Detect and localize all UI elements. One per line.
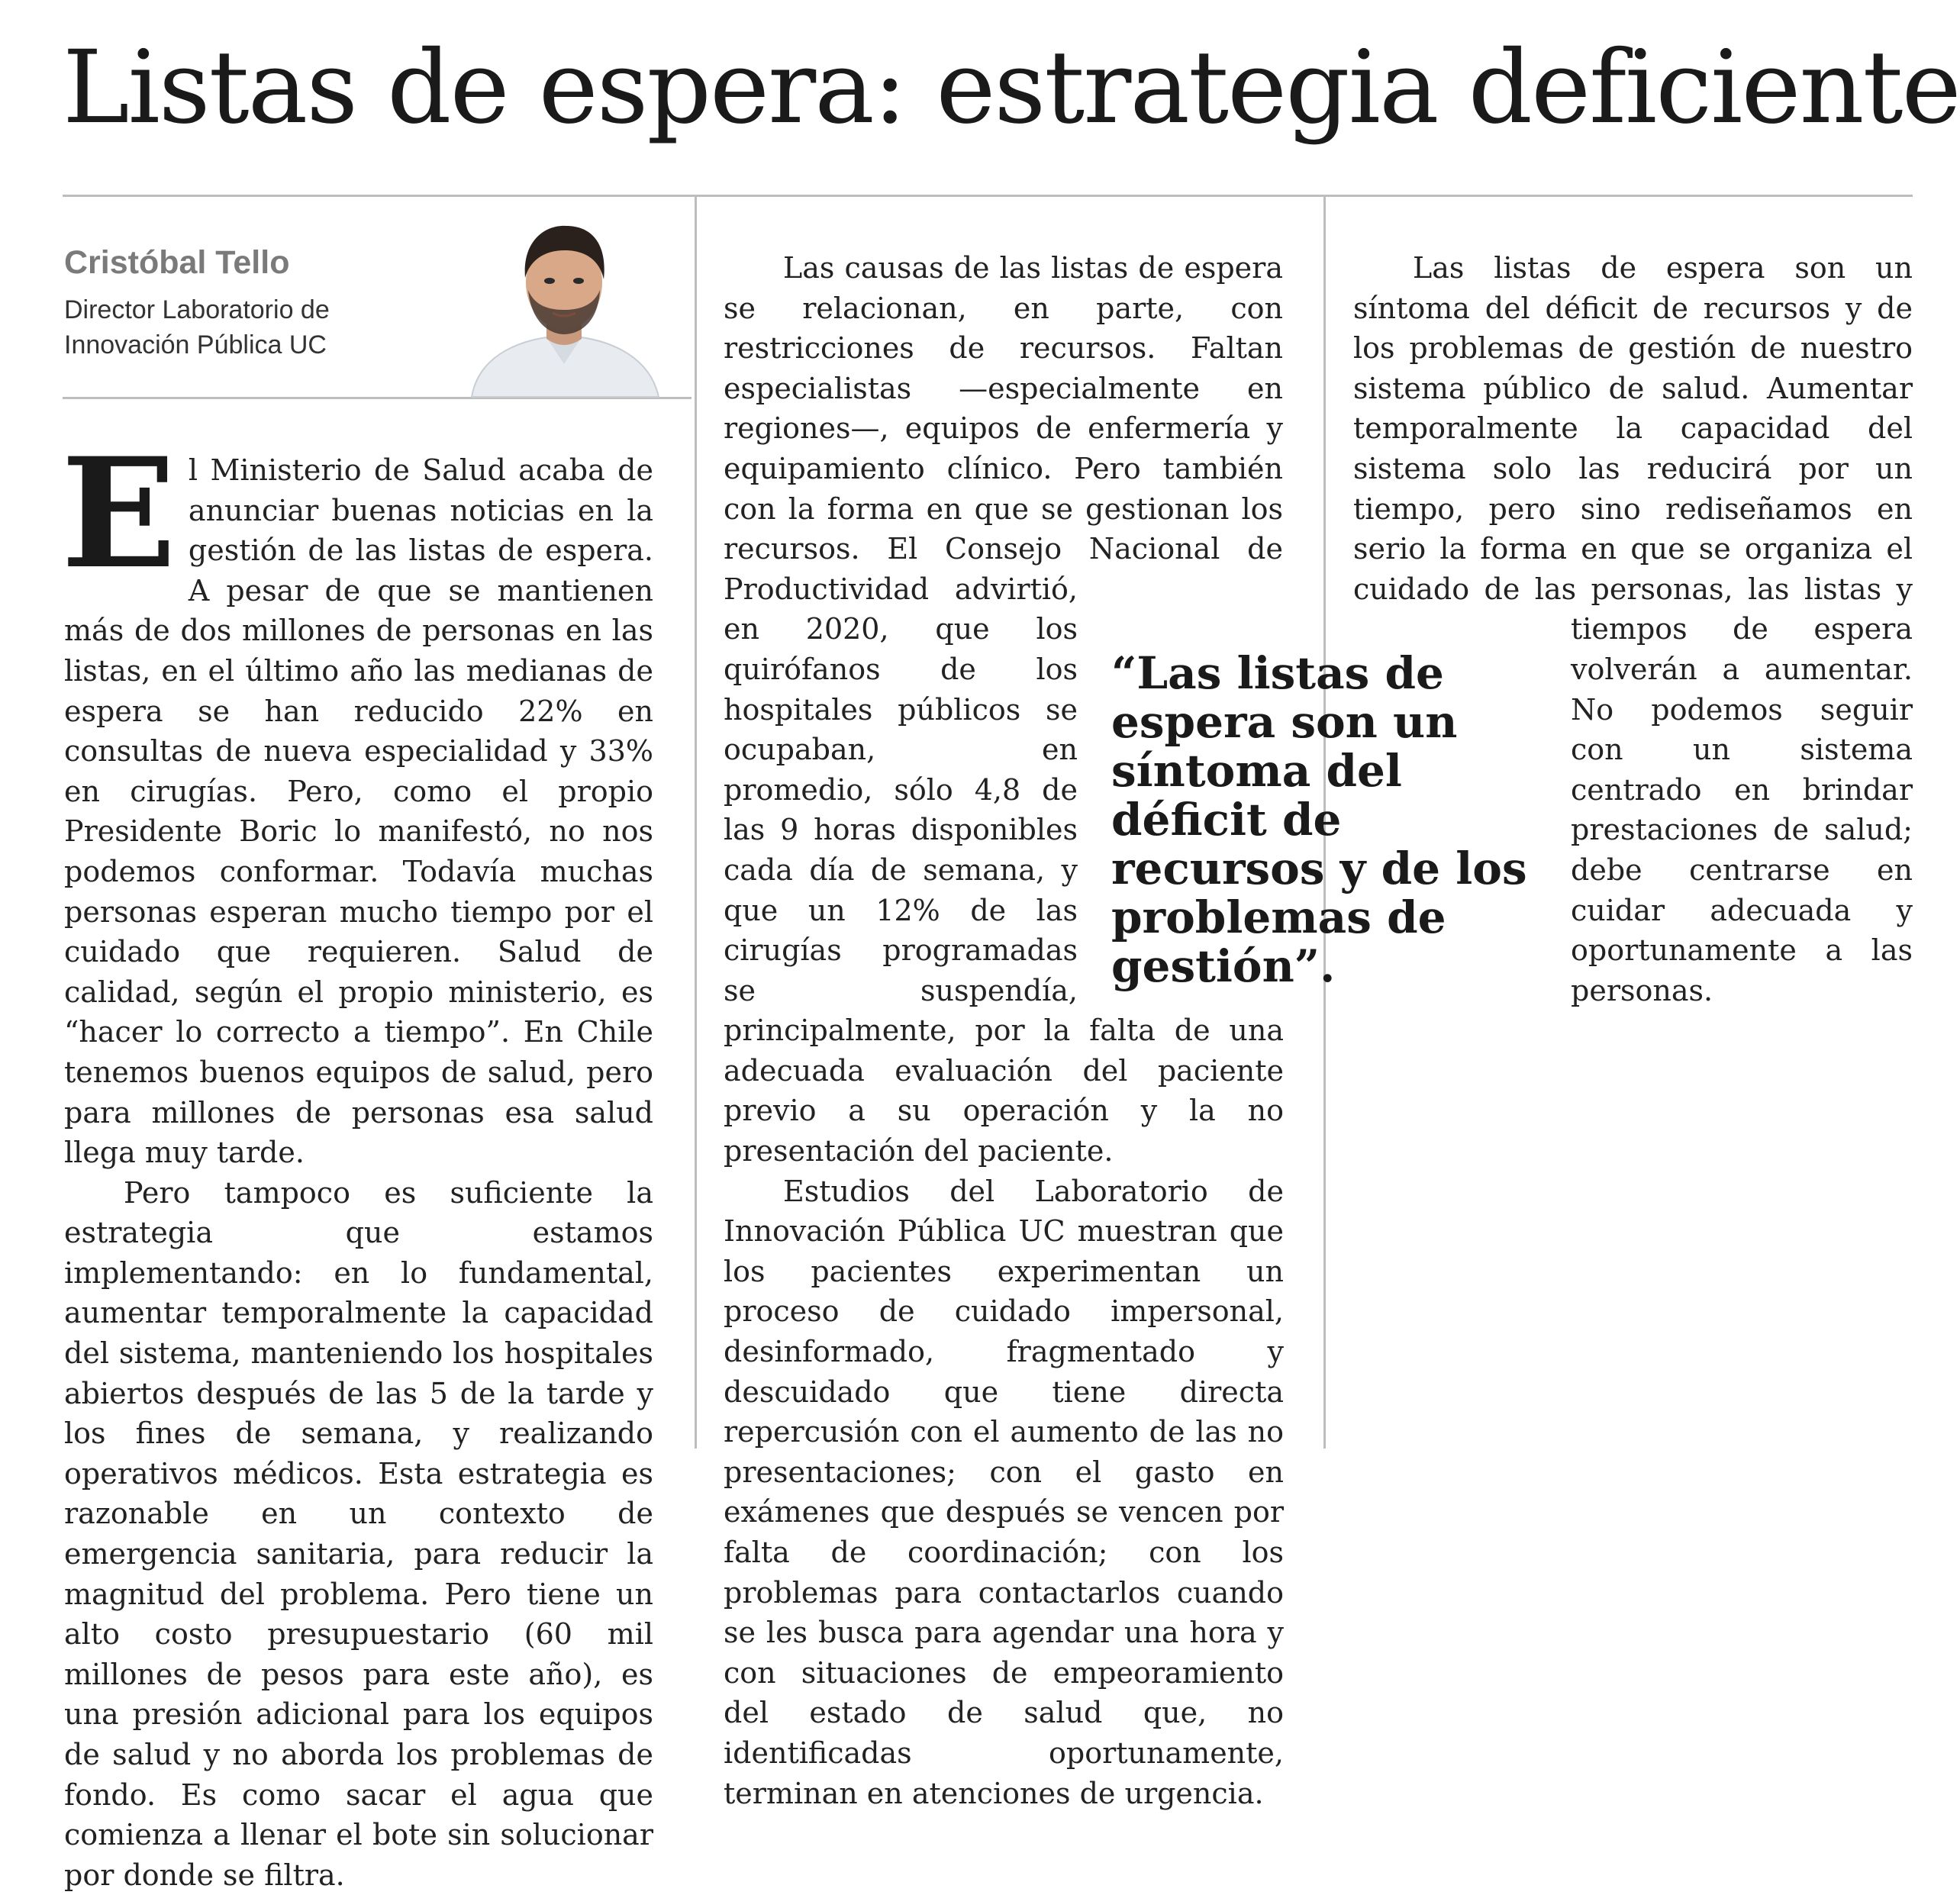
article-paragraph-3: Las causas de las listas de espera se relacionan, en parte, con restricciones de recursos. Faltan especialistas —especialmente en regiones—, equipos de enfermería y equipamiento clínico. Pero también con la forma en que se gestionan los recursos. El Consejo Nacional de Productividad advirtió, en 2020, que los quirófanos de los hospitales públicos se ocupaban, en promedio, sólo 4,8 de las 9 horas disponibles cada día de semana, y que un 12% de las cirugías programadas se suspendía, principalmente, por la falta de una adecuada evaluación del paciente previo a su operación y la no presentación del paciente. bbox=[724, 251, 1284, 1168]
column-rule-1 bbox=[695, 197, 697, 1449]
pull-quote: “Las listas de espera son un síntoma del déficit de recursos y de los problemas de gestión”. bbox=[1111, 647, 1527, 992]
drop-cap: E bbox=[61, 424, 176, 602]
headline: Listas de espera: estrategia deficiente bbox=[63, 29, 1960, 147]
author-role: Director Laboratorio de Innovación Pública UC bbox=[64, 295, 330, 359]
article-paragraph-2: Pero tampoco es suficiente la estrategia que estamos implementando: en lo fundamental, aumentar temporalmente la capacidad del sistema, manteniendo los hospitales abiertos después de las 5 de la tarde y los fines de semana, y realizando operativos médicos. Esta estrategia es razonable en un contexto de emergencia sanitaria, para reducir la magnitud del problema. Pero tiene un alto costo presupuestario (60 mil millones de pesos para este año), es una presión adicional para los equipos de salud y no aborda los problemas de fondo. Es como sacar el agua que comienza a llenar el bote sin solucionar por donde se filtra. bbox=[64, 1175, 653, 1892]
article-paragraph-4: Estudios del Laboratorio de Innovación Pública UC muestran que los pacientes experimentan un proceso de cuidado impersonal, desinformado, fragmentado y descuidado que tiene directa repercusión con el aumento de las no presentaciones; con el gasto en exámenes que después se vencen por falta de coordinación; con los problemas para contactarlos cuando se les busca para agendar una hora y con situaciones de empeoramiento del estado de salud que, no identificadas oportunamente, terminan en atenciones de urgencia. bbox=[724, 1174, 1284, 1810]
article-paragraph-1: El Ministerio de Salud acaba de anunciar buenas noticias en la gestión de las listas de espera. A pesar de que se mantienen más de dos millones de personas en las listas, en el último año las medianas de espera se han reducido 22% en consultas de nueva especialidad y 33% en cirugías. Pero, como el propio Presidente Boric lo manifestó, no nos podemos conformar. Todavía muchas personas esperan mucho tiempo por el cuidado que requieren. Salud de calidad, según el propio ministerio, es “hacer lo correcto a tiempo”. En Chile tenemos buenos equipos de salud, pero para millones de personas esa salud llega muy tarde. bbox=[61, 424, 653, 1170]
top-rule bbox=[63, 195, 1913, 197]
author-name: Cristóbal Tello bbox=[64, 244, 290, 281]
author-photo bbox=[464, 208, 664, 397]
article-paragraph-5: Las listas de espera son un síntoma del déficit de recursos y de los problemas de gestión de nuestro sistema público de salud. Aumentar temporalmente la capacidad del sistema solo las reducirá por un tiempo, pero sino rediseñamos en serio la forma en que se organiza el cuidado de las personas, las listas y tiempos de espera volverán a aumentar. No podemos seguir con un sistema centrado en brindar prestaciones de salud; debe centrarse en cuidar adecuada y oportunamente a las personas. bbox=[1353, 251, 1913, 1007]
article-column-1 bbox=[61, 424, 653, 1892]
